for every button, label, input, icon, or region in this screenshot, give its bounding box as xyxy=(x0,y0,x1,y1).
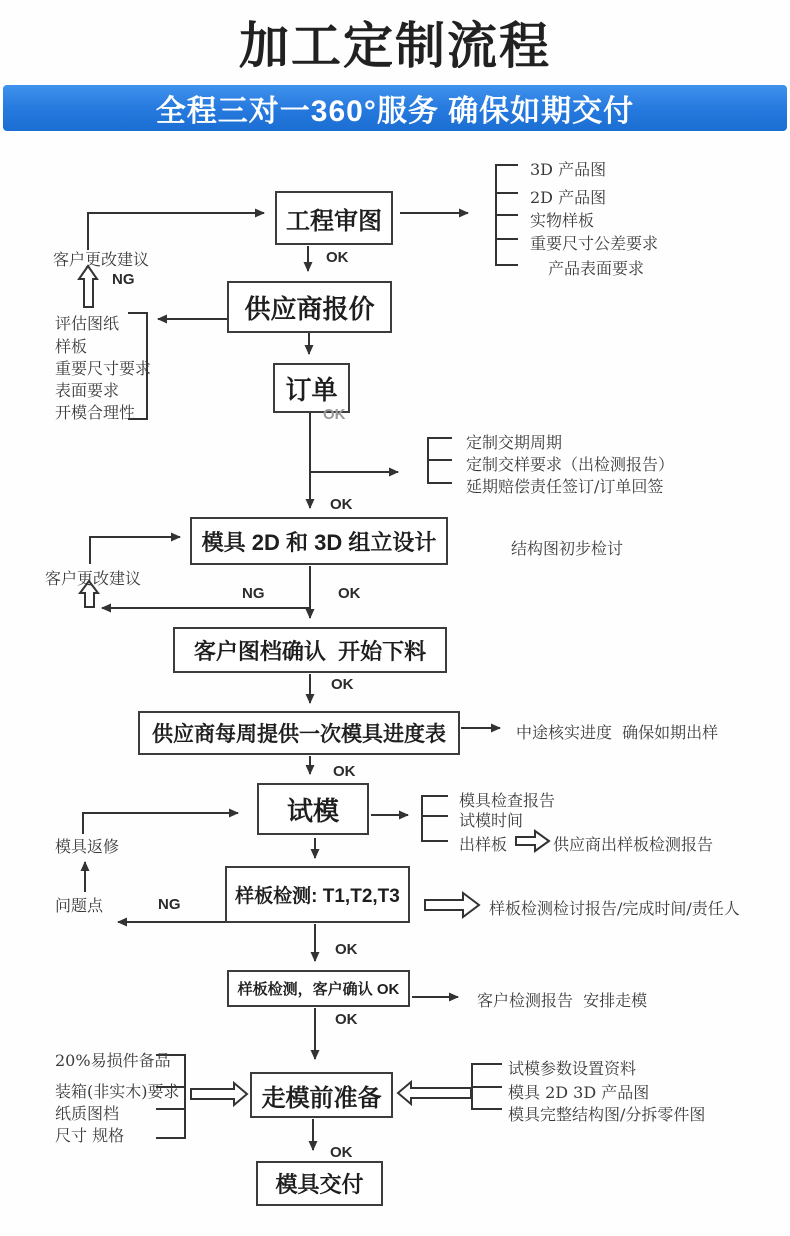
quote-basis-item: 重要尺寸要求 xyxy=(55,359,152,378)
node-sample-test: 样板检测: T1,T2,T3 xyxy=(225,866,410,923)
node-weekly-progress: 供应商每周提供一次模具进度表 xyxy=(138,711,460,755)
quote-basis-item: 表面要求 xyxy=(55,381,120,400)
pre-delivery-left-item: 纸质图档 xyxy=(55,1104,120,1123)
pre-delivery-right-item: 试模参数设置资料 xyxy=(508,1059,637,1078)
page-title: 加工定制流程 xyxy=(239,18,551,74)
ok-label-6: OK xyxy=(335,941,358,958)
customer-change-suggestion-mid: 客户更改建议 xyxy=(45,569,142,588)
node-mold-design: 模具 2D 和 3D 组立设计 xyxy=(190,517,448,565)
order-term-item: 延期赔偿责任签订/订单回签 xyxy=(466,477,664,496)
node-trial-mold: 试模 xyxy=(257,783,369,835)
node-order: 订单 xyxy=(273,363,350,413)
review-output-item: 2D 产品图 xyxy=(530,188,607,207)
pre-delivery-left-item: 尺寸 规格 xyxy=(55,1126,125,1145)
quote-basis-item: 开模合理性 xyxy=(55,403,136,422)
pre-delivery-left-item: 装箱(非实木)要求 xyxy=(55,1082,180,1101)
ok-label-3: OK xyxy=(338,585,361,602)
hollow-left-arrow-preship xyxy=(398,1082,471,1104)
node-sample-customer-confirm: 样板检测，客户确认 OK xyxy=(227,970,410,1007)
mold-repair-label: 模具返修 xyxy=(55,837,120,856)
hollow-up-arrow-top xyxy=(79,266,97,307)
node-supplier-quote: 供应商报价 xyxy=(227,281,392,333)
node-customer-confirm: 客户图档确认 开始下料 xyxy=(173,627,447,673)
pre-delivery-right-item: 模具 2D 3D 产品图 xyxy=(508,1083,650,1102)
ok-label-8: OK xyxy=(330,1144,353,1161)
pre-delivery-left-item: 20%易损件备品 xyxy=(55,1051,171,1070)
trial-output-item: 出样板 xyxy=(459,835,508,854)
node-mold-delivery: 模具交付 xyxy=(256,1161,383,1206)
node-pre-delivery-prep: 走模前准备 xyxy=(250,1072,393,1118)
ok-label-4: OK xyxy=(331,676,354,693)
customer-report-note: 客户检测报告 安排走模 xyxy=(477,991,648,1010)
ok-label-5: OK xyxy=(333,763,356,780)
order-term-item: 定制交期周期 xyxy=(466,433,563,452)
ok-label-1: OK xyxy=(326,249,349,266)
structure-review-note: 结构图初步检讨 xyxy=(511,539,624,558)
node-engineering-review: 工程审图 xyxy=(275,191,393,245)
order-term-item: 定制交样要求（出检测报告） xyxy=(466,455,675,474)
ok-label-order-faint: OK xyxy=(323,406,346,423)
pre-delivery-right-item: 模具完整结构图/分拆零件图 xyxy=(508,1105,706,1124)
customer-change-suggestion-top: 客户更改建议 xyxy=(53,250,150,269)
supplier-sample-report-note: 供应商出样板检测报告 xyxy=(553,835,714,854)
sample-review-report-note: 样板检测检讨报告/完成时间/责任人 xyxy=(489,899,740,918)
review-output-item: 重要尺寸公差要求 xyxy=(530,234,659,253)
service-banner: 全程三对一360°服务 确保如期交付 xyxy=(3,85,787,131)
ng-label-mid: NG xyxy=(242,585,265,602)
ok-label-2: OK xyxy=(330,496,353,513)
trial-output-item: 模具检查报告 xyxy=(459,791,556,810)
ok-label-7: OK xyxy=(335,1011,358,1028)
quote-basis-item: 评估图纸 xyxy=(55,314,120,333)
trial-output-item: 试模时间 xyxy=(459,811,524,830)
hollow-right-arrow-preship xyxy=(191,1083,247,1105)
ng-label-top: NG xyxy=(112,271,135,288)
quote-basis-item: 样板 xyxy=(55,337,88,356)
solid-arrows xyxy=(83,213,500,1150)
hollow-right-arrow-report xyxy=(425,893,479,917)
hollow-right-arrow-sample-out xyxy=(516,831,549,851)
midway-check-note: 中途核实进度 确保如期出样 xyxy=(516,723,719,742)
issue-points-label: 问题点 xyxy=(55,896,104,915)
review-output-item: 3D 产品图 xyxy=(530,160,607,179)
review-output-item: 实物样板 xyxy=(530,211,595,230)
review-output-item: 产品表面要求 xyxy=(548,259,645,278)
ng-label-bottom: NG xyxy=(158,896,181,913)
